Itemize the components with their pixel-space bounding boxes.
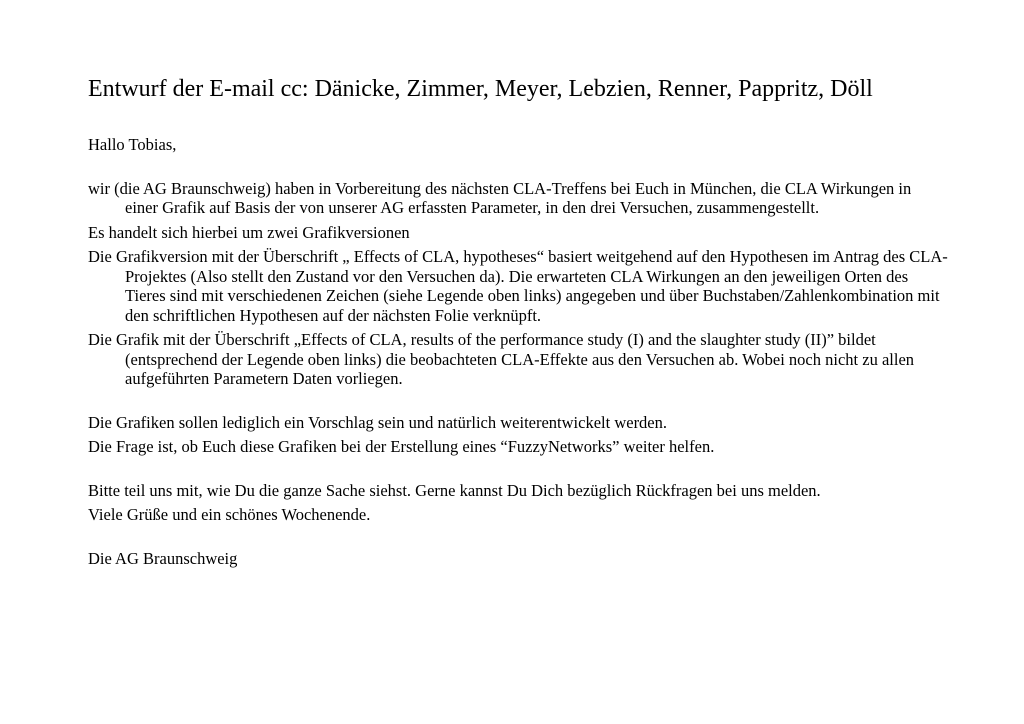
paragraph-question: Die Frage ist, ob Euch diese Grafiken bei der Erstellung eines “FuzzyNetworks” weiter helfen.	[88, 437, 715, 456]
email-body	[88, 135, 948, 568]
paragraph-closing: Viele Grüße und ein schönes Wochenende.	[88, 505, 371, 524]
paragraph-intro: wir (die AG Braunschweig) haben in Vorbereitung des nächsten CLA-Treffens bei Euch in München, die CLA Wirkungen in einer Grafik auf Basis der von unserer AG erfassten Parameter, in den drei Versuchen, zusammengestellt.	[88, 178, 912, 217]
paragraph-proposal: Die Grafiken sollen lediglich ein Vorschlag sein und natürlich weiterentwickelt werden.	[88, 412, 668, 432]
paragraph-hypotheses: Die Grafikversion mit der Überschrift „ Effects of CLA, hypotheses“ basiert weitgehend auf den Hypothesen im Antrag des CLA-Projektes (Also stellt den Zustand vor den Versuchen da). Die erwarteten CLA Wirkungen an den jeweiligen Orten des Tieres sind mit verschiedenen Zeichen (siehe Legende oben links) angegeben und über Buchstaben/Zahlenkombination mit den schriftlichen Hypothesen auf der nächsten Folie verknüpft.	[88, 247, 948, 325]
greeting: Hallo Tobias,	[88, 135, 177, 154]
page-title: Entwurf der E-mail cc: Dänicke, Zimmer, Meyer, Lebzien, Renner, Pappritz, Döll	[88, 76, 873, 102]
paragraph-versions: Es handelt sich hierbei um zwei Grafikversionen	[88, 222, 410, 242]
signature: Die AG Braunschweig	[88, 548, 238, 568]
paragraph-results: Die Grafik mit der Überschrift „Effects of CLA, results of the performance study (I) and the slaughter study (II)” bildet (entsprechend der Legende oben links) die beobachteten CLA-Effekte aus den Versuchen ab. Wobei noch nicht zu allen aufgeführten Parametern Daten vorliegen.	[88, 330, 915, 388]
paragraph-request: Bitte teil uns mit, wie Du die ganze Sache siehst. Gerne kannst Du Dich bezüglich Rückfragen bei uns melden.	[88, 480, 821, 500]
